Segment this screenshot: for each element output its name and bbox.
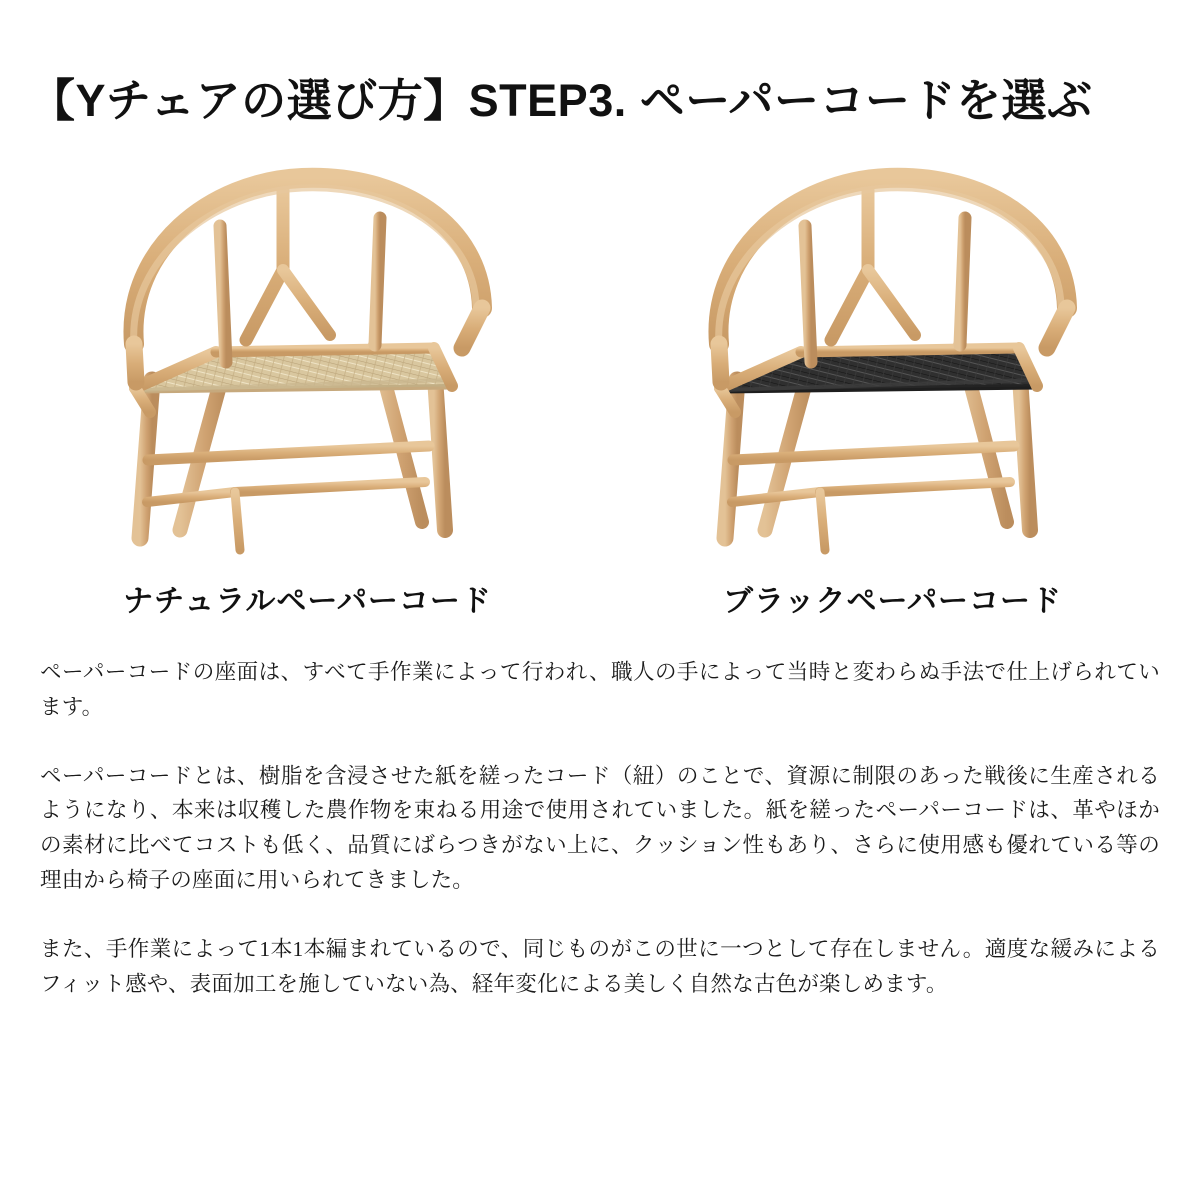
- body-paragraph-1: ペーパーコードの座面は、すべて手作業によって行われ、職人の手によって当時と変わらぬ手法で仕上げられています。: [40, 660, 1160, 719]
- chair-photo-natural: [30, 130, 585, 555]
- body-paragraph-3: また、手作業によって1本1本編まれているので、同じものがこの世に一つとして存在しません。適度な緩みによるフィット感や、表面加工を施していない為、経年変化による美しく自然な古色が楽しめます。: [40, 936, 1160, 996]
- body-paragraph-2: ペーパーコードとは、樹脂を含浸させた紙を縒ったコード（紐）のことで、資源に制限のあった戦後に生産されるようになり、本来は収穫した農作物を束ねる用途で使用されていました。紙を縒ったペーパーコードは、革やほかの素材に比べてコストも低く、品質にばらつきがない上に、クッション性もあり、さらに使用感も優れている等の理由から椅子の座面に用いられてきました。: [40, 763, 1160, 893]
- product-card-natural: [30, 130, 585, 620]
- product-caption-black: ブラックペーパーコード: [723, 585, 1062, 618]
- chair-photo-black: [615, 130, 1170, 555]
- page-title: 【Yチェアの選び方】STEP3. ペーパーコードを選ぶ: [30, 75, 1093, 127]
- body-copy: [40, 655, 1160, 1002]
- product-gallery: [30, 130, 1170, 620]
- product-card-black: [615, 130, 1170, 620]
- product-caption-natural: ナチュラルペーパーコード: [123, 585, 492, 618]
